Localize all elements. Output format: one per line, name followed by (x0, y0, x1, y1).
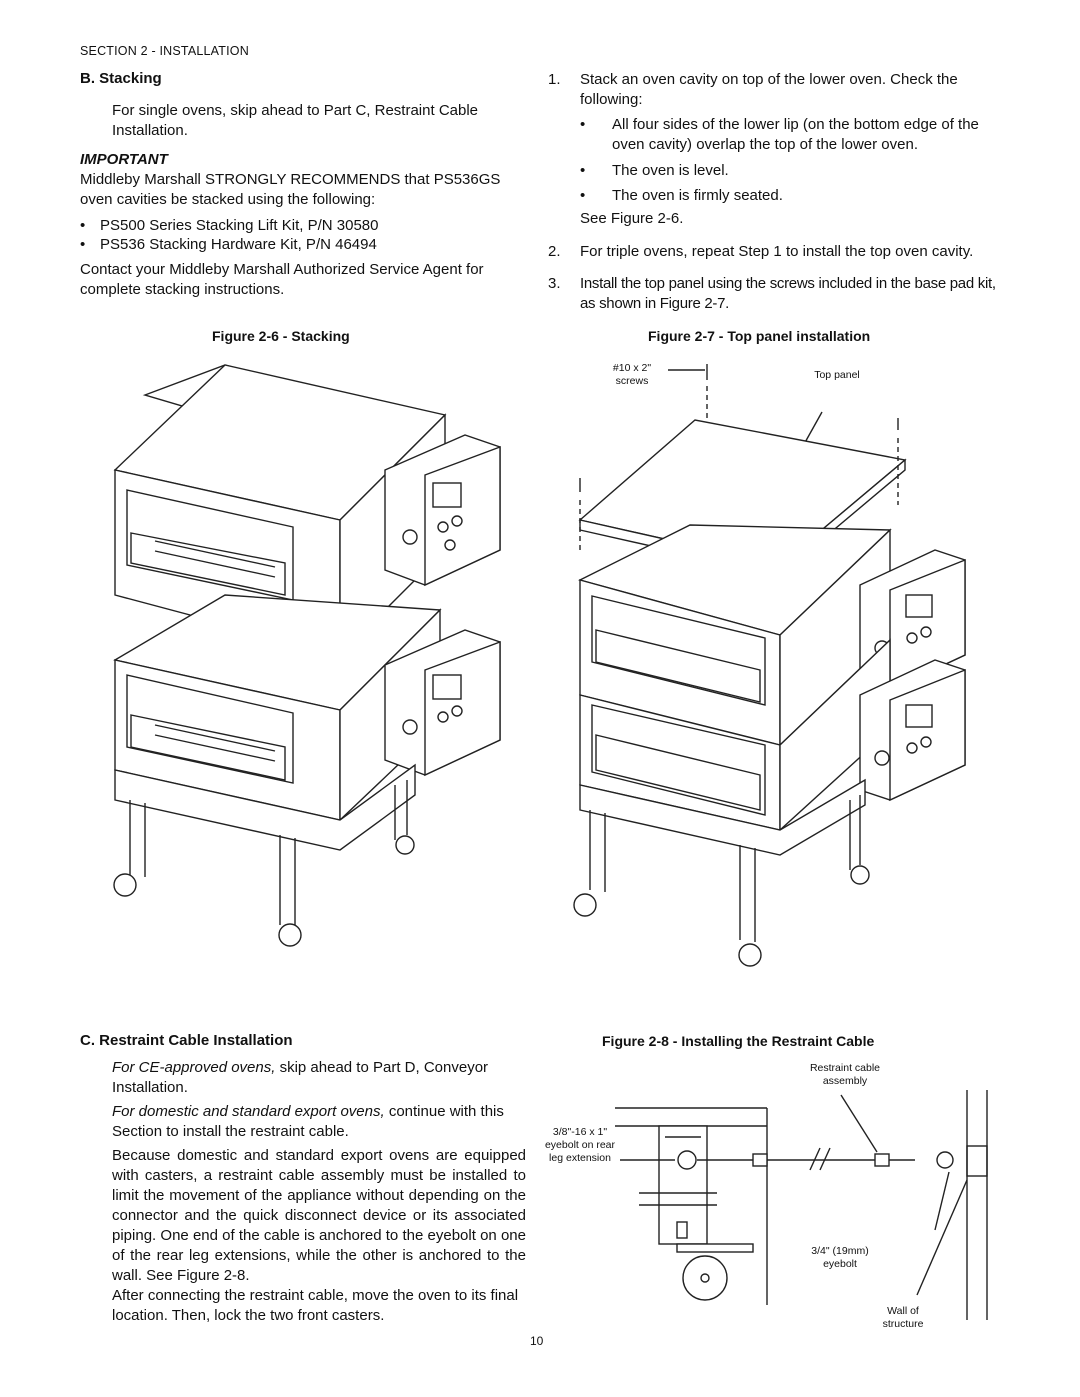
stacking-heading: B. Stacking (80, 70, 162, 87)
restraint-heading: C. Restraint Cable Installation (80, 1032, 293, 1049)
step-2 (548, 242, 998, 262)
text: continue with this Section to install the restraint cable. (112, 1103, 504, 1140)
stacking-intro: For single ovens, skip ahead to Part C, Restraint Cable Installation. (112, 102, 479, 139)
page-number: 10 (530, 1334, 544, 1348)
restraint-cable-illustration (615, 1090, 1005, 1320)
step-3 (548, 274, 998, 314)
figure-2-7-caption: Figure 2-7 - Top panel installation (648, 328, 871, 344)
wall-label: Wall of structure (882, 1305, 924, 1330)
step-text: Stack an oven cavity on top of the lower oven. Check the following: (580, 71, 958, 108)
step-1 (548, 70, 996, 110)
important-label: IMPORTANT (80, 151, 168, 168)
step-text: Install the top panel using the screws included in the base pad kit, as shown in Figure 2-7. (580, 275, 996, 312)
contact-text: Contact your Middleby Marshall Authorized Service Agent for complete stacking instructions. (80, 261, 484, 298)
stacking-illustration (95, 355, 505, 955)
kit-list (80, 216, 528, 254)
restraint-p4: After connecting the restraint cable, move the oven to its final location. Then, lock the two front casters. (112, 1287, 519, 1324)
emphasis: For CE-approved ovens, (112, 1059, 276, 1076)
rear-eyebolt-label: 3/8"-16 x 1" eyebolt on rear leg extension (544, 1126, 616, 1164)
top-panel-label: Top panel (814, 369, 860, 381)
step-text: For triple ovens, repeat Step 1 to install the top oven cavity. (580, 243, 974, 260)
list-item: • PS500 Series Stacking Lift Kit, P/N 30580 (80, 216, 528, 235)
important-text: Middleby Marshall STRONGLY RECOMMENDS that PS536GS oven cavities be stacked using the following: (80, 171, 501, 208)
wall-eyebolt-label: 3/4" (19mm) eyebolt (811, 1245, 869, 1270)
figure-2-8-caption: Figure 2-8 - Installing the Restraint Cable (602, 1033, 875, 1049)
list-item: • The oven is level. (580, 161, 998, 181)
step-number: 2. (548, 243, 561, 260)
text: skip ahead to Part D, Conveyor Installation. (112, 1059, 489, 1096)
see-figure: See Figure 2-6. (580, 210, 684, 227)
restraint-assembly-label: Restraint cable assembly (809, 1062, 881, 1087)
figure-2-6-caption: Figure 2-6 - Stacking (212, 328, 350, 344)
check-list (580, 115, 998, 206)
restraint-p1 (112, 1058, 526, 1098)
list-item: • The oven is firmly seated. (580, 186, 998, 206)
step-number: 3. (548, 275, 561, 292)
restraint-p2 (112, 1102, 526, 1142)
screws-label: #10 x 2" screws (612, 362, 652, 387)
restraint-p3: Because domestic and standard export ovens are equipped with casters, a restraint cable assembly must be installed to limit the movement of the appliance without depending on the connector and the quick disconnect device or its associated piping. One end of the cable is anchored to the eyebolt on one of the rear leg extensions, while the other is anchored to the wall. See Figure 2-8. (112, 1147, 526, 1284)
list-item: • PS536 Stacking Hardware Kit, P/N 46494 (80, 235, 528, 254)
section-header: SECTION 2 - INSTALLATION (80, 44, 249, 58)
emphasis: For domestic and standard export ovens, (112, 1103, 385, 1120)
top-panel-illustration (560, 360, 980, 970)
list-item: • All four sides of the lower lip (on the bottom edge of the oven cavity) overlap the top of the lower oven. (580, 115, 998, 155)
step-number: 1. (548, 71, 561, 88)
